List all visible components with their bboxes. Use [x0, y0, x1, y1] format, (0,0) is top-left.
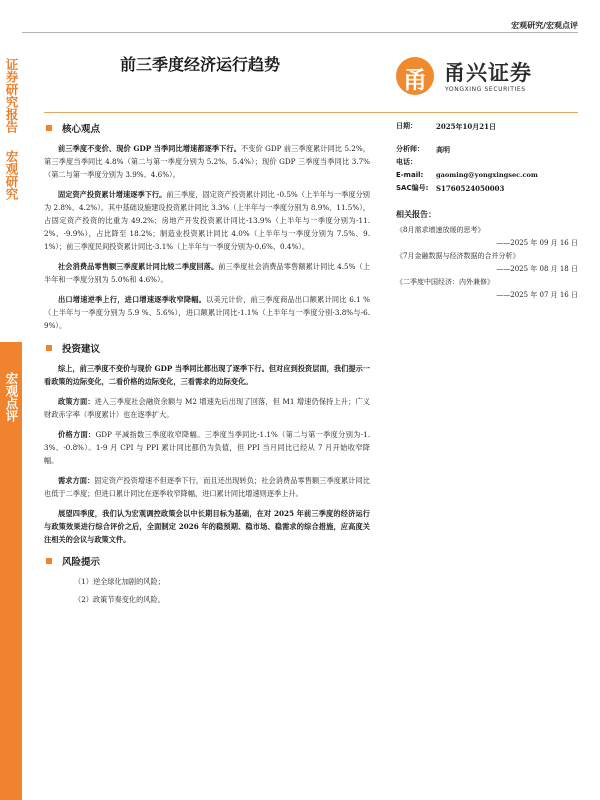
strip-label-research-report: 证券研究报告: [4, 58, 19, 133]
info-email-row: [396, 169, 578, 182]
related-report-item[interactable]: [396, 276, 578, 302]
title-divider: [44, 112, 578, 113]
info-analyst-value: 高明: [436, 145, 450, 154]
related-report-date: ——2025 年 09 月 16 日: [496, 239, 578, 247]
section-risk-header: [44, 553, 370, 569]
related-report-item[interactable]: [396, 224, 578, 250]
info-analyst-row: [396, 143, 578, 156]
info-date-label: 日期：: [396, 122, 417, 130]
advice-paragraph-demand: 需求方面：固定资产投资增速不但逐季下行，而且还出现转负；社会消费品零售额三季度累计同比也低于二季度；但进口累计同比在逐季收窄降幅，进口累计同比增速则逐季上升。: [44, 476, 370, 498]
info-email-label: E-mail:: [396, 171, 424, 179]
sidebar-info: [396, 120, 578, 302]
main-content: [44, 120, 370, 611]
info-sac-label: SAC编号:: [396, 184, 429, 192]
risk-item: （1）逆全球化加剧的风险；: [74, 577, 165, 586]
section-advice-header: [44, 340, 370, 356]
info-phone-row: [396, 156, 578, 169]
advice-paragraph-summary: 综上，前三季度不变价与现价 GDP 当季同比都出现了逐季下行。但对应到投资层面，我们提示一看政策的边际变化，二看价格的边际变化，三看需求的边际变化。: [44, 364, 370, 386]
info-sac-row: [396, 182, 578, 195]
logo-name-cn: 甬兴证券: [444, 61, 532, 85]
section-core-title: 核心观点: [62, 124, 101, 135]
core-paragraph-trade: 出口增速逆季上行，进口增速逐季收窄降幅。以美元计价，前三季度商品出口额累计同比 6.1 %（上半年与一季度分别为 5.9 %、5.6%），进口额累计同比-1.1%（上半年与一季度分别-3.8%与-6.9%）。: [44, 295, 370, 330]
advice-paragraph-policy: 政策方面：进入三季度社会融资余额与 M2 增速先后出现了回落，但 M1 增速仍保持上升；广义财政赤字率（季度累计）也在逐季扩大。: [44, 397, 370, 419]
logo-mark-icon: [396, 57, 434, 95]
section-core-header: [44, 120, 370, 136]
info-sac-value: S1760524050003: [436, 184, 505, 193]
core-paragraph-consumption: 社会消费品零售额三季度累计同比较二季度回落。前三季度社会消费品零售额累计同比 4.5%（上半年和一季度分别为 5.0%和 4.6%）。: [44, 262, 370, 284]
section-advice-title: 投资建议: [62, 344, 101, 355]
risk-item: （2）政策节奏变化的风险。: [74, 595, 165, 604]
strip-label-macro-research: 宏观研究: [4, 150, 19, 200]
info-phone-label: 电话：: [396, 158, 417, 166]
related-reports-title: 相关报告：: [396, 210, 436, 219]
info-date-value: 2025年10月21日: [436, 122, 496, 131]
report-category: 宏观研究/宏观点评: [511, 21, 578, 30]
square-bullet-icon: [46, 558, 52, 564]
related-report-title: 《二季度中国经济：内外兼修》: [396, 278, 494, 286]
related-report-title: 《7月金融数据与经济数据的合并分析》: [396, 252, 520, 260]
logo-name-en: YONGXING SECURITIES: [445, 86, 526, 93]
related-report-date: ——2025 年 08 月 18 日: [496, 265, 578, 273]
company-logo: [396, 55, 556, 99]
advice-paragraph-outlook: 展望四季度，我们认为宏观调控政策会以中长期目标为基础，在对 2025 年前三季度的经济运行与政策效果进行综合评价之后，全面制定 2026 年的稳预期、稳市场、稳需求的综合措施，应高度关注相关的会议与政策文件。: [44, 509, 370, 544]
related-report-item[interactable]: [396, 250, 578, 276]
page-title: 前三季度经济运行趋势: [120, 55, 281, 74]
core-paragraph-gdp: 前三季度不变价、现价 GDP 当季同比增速都逐季下行。不变价 GDP 前三季度累计同比 5.2%，第三季度当季同比 4.8%（第二与第一季度分别为 5.2%、5.4%）；现价 GDP 三季度当季同比 3.7%（第二与第一季度分别为 3.9%、4.6%）。: [44, 144, 370, 179]
related-report-title: 《8月需求增速放缓的思考》: [396, 226, 485, 234]
logo-glyph: 甬: [403, 66, 427, 94]
info-analyst-label: 分析师：: [396, 145, 424, 153]
square-bullet-icon: [46, 125, 52, 131]
info-date-row: [396, 120, 578, 133]
square-bullet-icon: [46, 345, 52, 351]
core-paragraph-investment: 固定资产投资累计增速逐季下行。前三季度，固定资产投资累计同比 -0.5%（上半年与一季度分别为 2.8%、4.2%）。其中基础设施建设投资累计同比 3.3%（上半年与一季度分别为 8.9%、11.5%），占固定资产投资的比重为 49.2%；房地产开发投资累计同比-13.9%（上半年与一季度分别为-11.2%、-9.9%），占比降至 18.2%；制造业投资累计同比 4.0%（上半年与一季度分别为 7.5%、9.1%）；前三季度民间投资累计同比-3.1%（上半年与一季度分别为-0.6%、0.4%）。: [44, 190, 370, 251]
section-risk-title: 风险提示: [62, 557, 101, 568]
advice-paragraph-price: 价格方面：GDP 平减指数三季度收窄降幅。三季度当季同比-1.1%（第二与第一季度分别为-1.3%、-0.8%）。1-9 月 CPI 与 PPI 累计同比都仍为负值，但 PPI 当月同比已经从 7 月开始收窄降幅。: [44, 430, 370, 465]
related-report-date: ——2025 年 07 月 16 日: [496, 291, 578, 299]
info-email-value[interactable]: gaoming@yongxingsec.com: [436, 171, 538, 179]
header-divider: [22, 32, 578, 33]
strip-label-macro-review: 宏观点评: [4, 372, 19, 422]
